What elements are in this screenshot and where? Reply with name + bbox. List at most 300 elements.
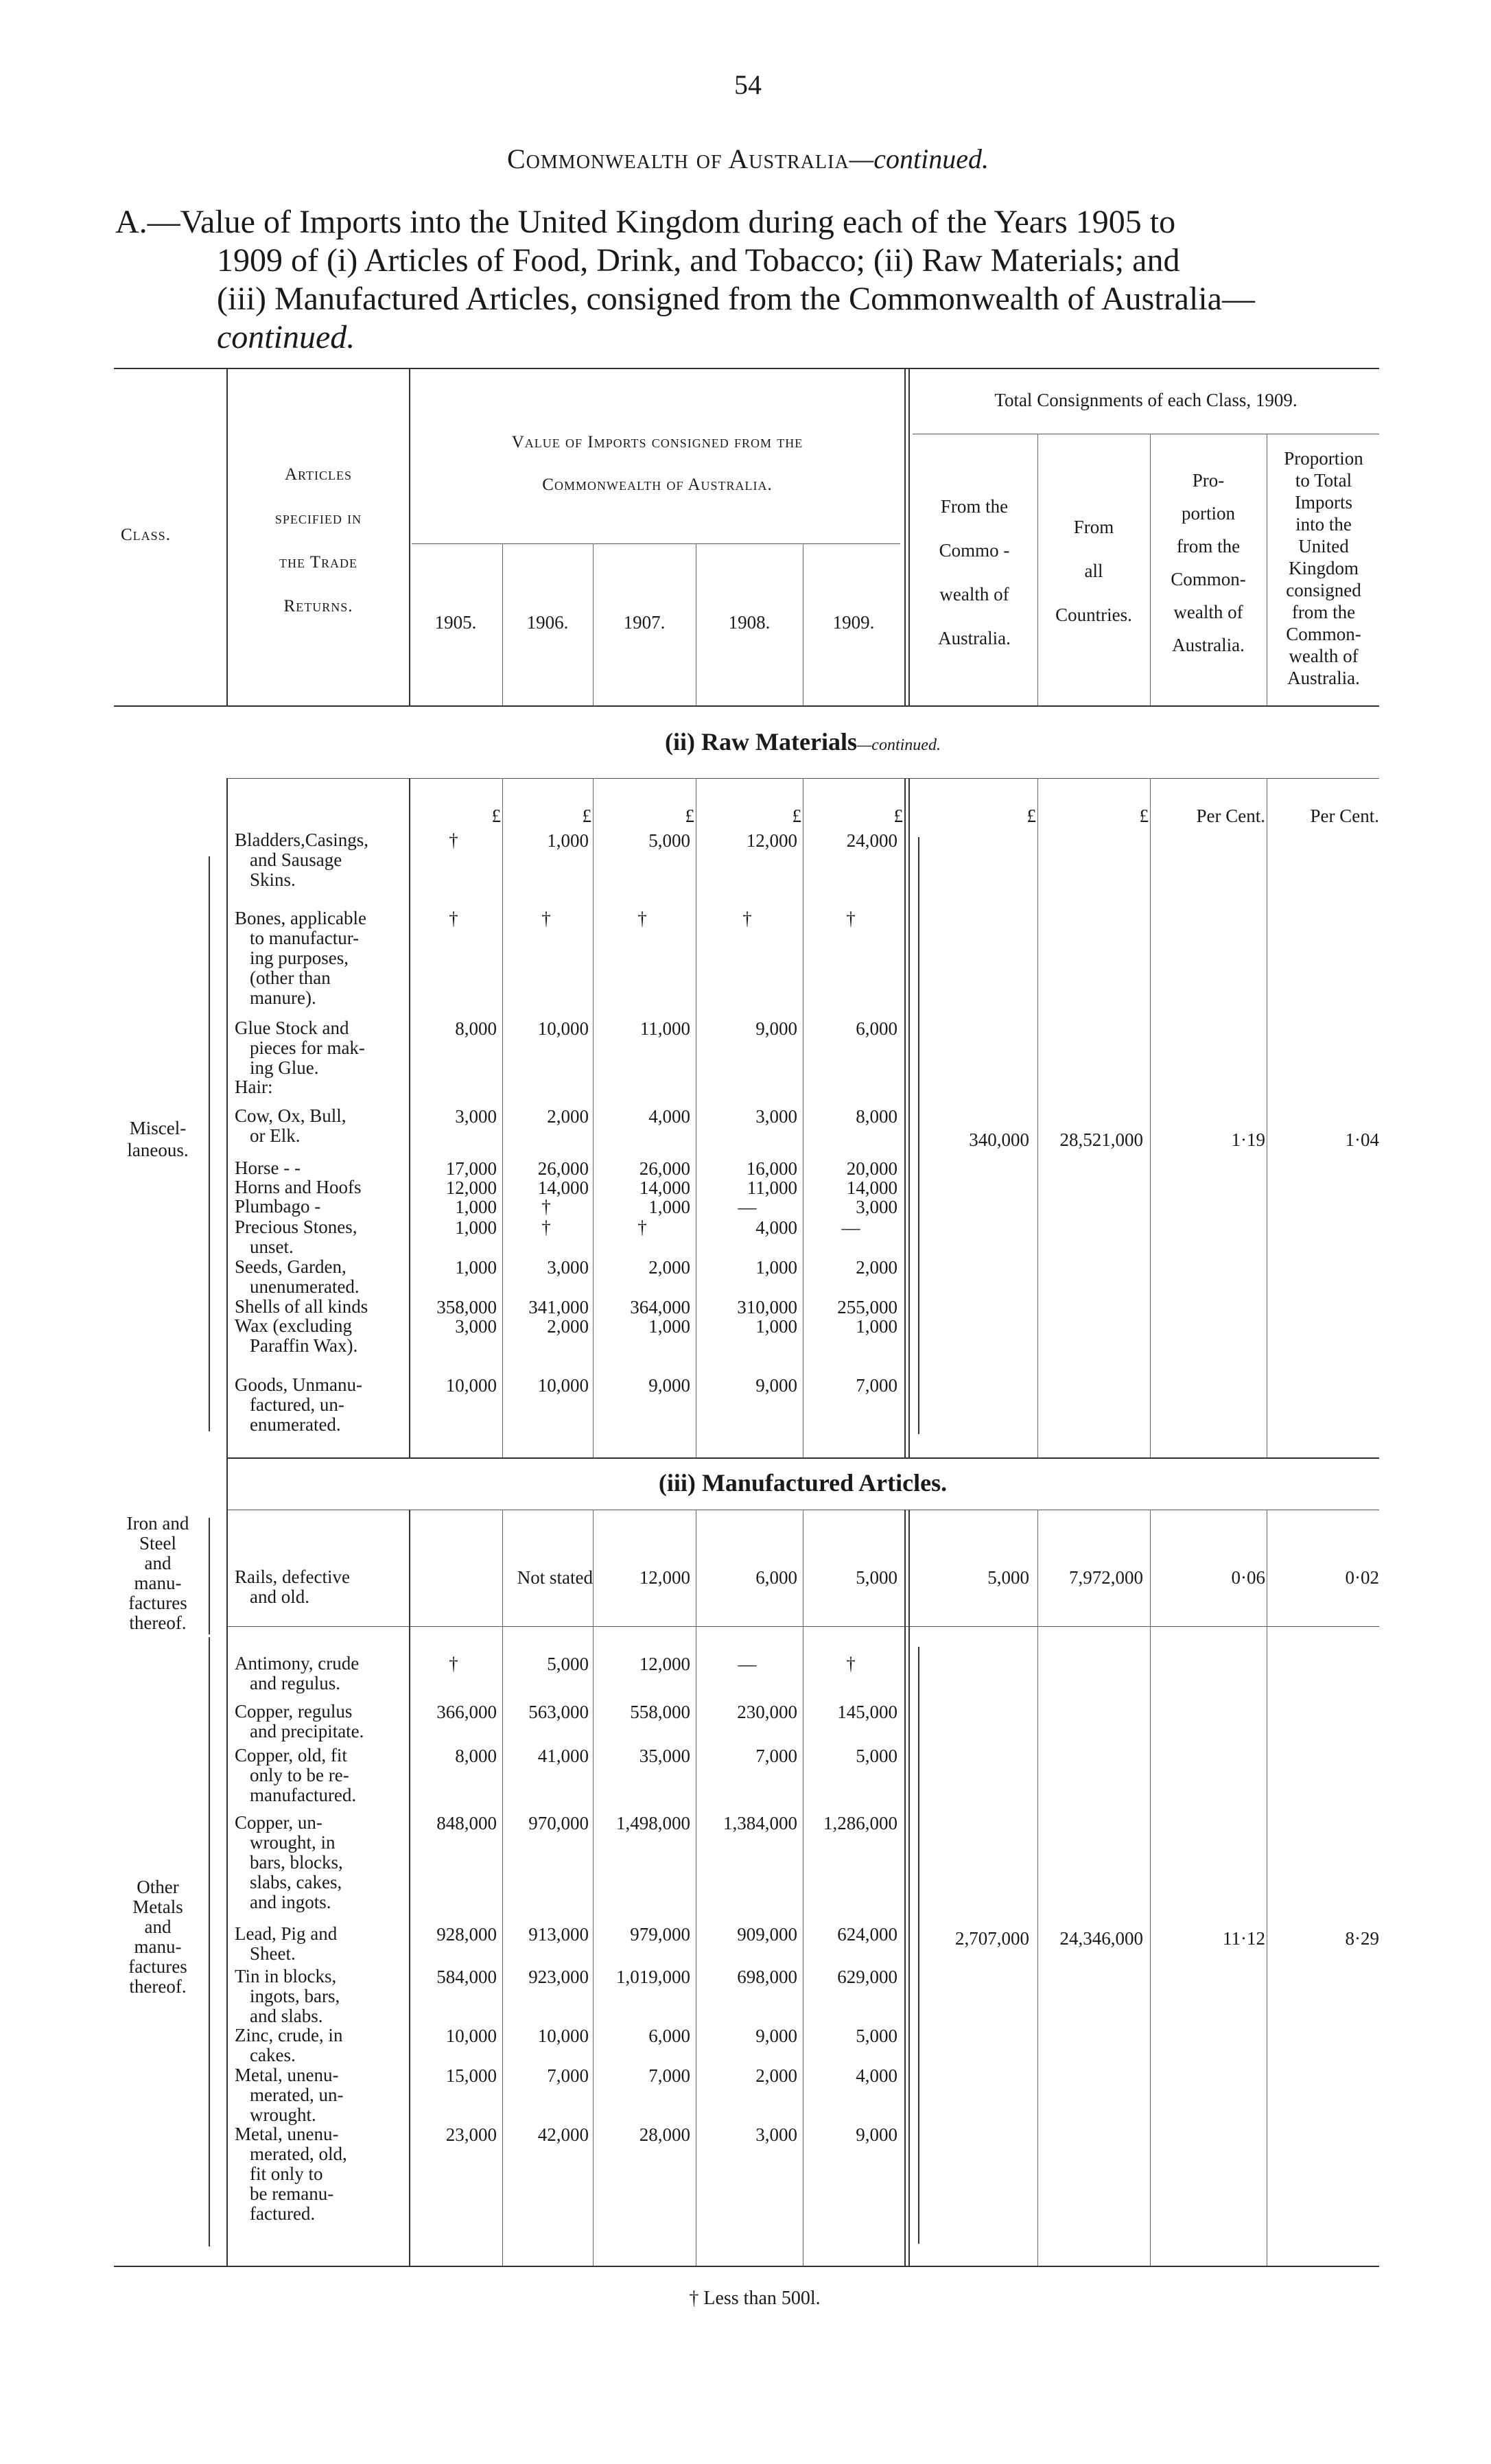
col-rule-from-all xyxy=(1150,434,1151,705)
table-cell-value: 4,000 xyxy=(755,1217,797,1238)
table-cell-value: 7,000 xyxy=(755,1746,797,1766)
table-cell-value: † xyxy=(541,1197,551,1217)
table-top-rule xyxy=(114,368,1379,369)
table-cell-value: 9,000 xyxy=(755,1018,797,1039)
table-cell-value: 3,000 xyxy=(455,1106,497,1127)
class-misc-1: Miscel- xyxy=(129,1118,187,1138)
table-cell-value: 5,000 xyxy=(856,1746,897,1766)
article-line: Horse - - xyxy=(235,1158,301,1178)
misc-total-proportion: 1·19 xyxy=(1231,1129,1265,1150)
unit-1909: £ xyxy=(893,806,903,826)
table-cell-value: 563,000 xyxy=(528,1702,589,1722)
article-line: ingots, bars, xyxy=(250,1986,340,2006)
header-value-group xyxy=(412,421,903,506)
class-metals-4: manu- xyxy=(134,1936,182,1957)
col-rule-1906-ii xyxy=(593,778,594,1457)
table-cell-value: 9,000 xyxy=(755,2026,797,2046)
iron-article-1: Rails, defective xyxy=(235,1567,350,1587)
header-from-cw-3: wealth of xyxy=(939,584,1009,605)
header-pt-9: Common- xyxy=(1286,624,1361,644)
class-metals-5: factures xyxy=(128,1956,187,1977)
table-row-article xyxy=(235,1106,406,1146)
class-iron-6: thereof. xyxy=(129,1612,187,1633)
table-cell-value: 364,000 xyxy=(630,1297,690,1317)
table-row-article xyxy=(235,1316,406,1356)
article-line: Skins. xyxy=(250,869,296,890)
table-row-article xyxy=(235,1018,406,1078)
table-cell-value: 624,000 xyxy=(837,1924,897,1945)
section-ii-title-text: (ii) Raw Materials xyxy=(665,728,857,755)
table-cell-value: 698,000 xyxy=(737,1967,797,1987)
table-cell-value: 1,498,000 xyxy=(616,1813,690,1833)
table-cell-value: 1,000 xyxy=(547,830,589,851)
col-rule-1909-iii-a xyxy=(904,1510,906,2266)
col-rule-1909-a xyxy=(904,368,906,707)
section-ii-suffix: —continued. xyxy=(856,736,941,754)
col-rule-1909-iii-b xyxy=(908,1510,910,2266)
caption-line-1-text: Value of Imports into the United Kingdom during each of the Years 1905 to xyxy=(180,204,1176,240)
class-metals-2: Metals xyxy=(132,1897,183,1917)
table-cell-value: 358,000 xyxy=(436,1297,497,1317)
table-cell-value: 1,000 xyxy=(455,1217,497,1238)
table-cell-value: 10,000 xyxy=(537,1018,589,1039)
article-line: cakes. xyxy=(250,2045,296,2065)
article-line: Hair: xyxy=(235,1077,273,1097)
header-proportion-6: Australia. xyxy=(1172,635,1245,655)
header-pt-6: Kingdom xyxy=(1288,558,1359,578)
table-row-article xyxy=(235,908,406,1008)
header-year-1908: 1908. xyxy=(728,612,771,633)
table-cell-value: 1,286,000 xyxy=(823,1813,897,1833)
header-from-all xyxy=(1039,505,1149,637)
article-line: Copper, old, fit xyxy=(235,1745,347,1765)
table-cell-value: 26,000 xyxy=(537,1158,589,1179)
table-cell-value: 1,000 xyxy=(755,1316,797,1337)
misc-left-brace xyxy=(209,856,210,1431)
table-cell-value: 15,000 xyxy=(445,2065,497,2086)
class-metals-3: and xyxy=(144,1916,172,1937)
header-pt-8: from the xyxy=(1291,602,1356,622)
table-cell-value: 3,000 xyxy=(755,1106,797,1127)
page-number: 54 xyxy=(734,69,762,100)
class-miscellaneous xyxy=(110,1117,206,1161)
article-line: be remanu- xyxy=(250,2183,334,2204)
header-pt-5: United xyxy=(1298,536,1349,556)
class-iron-steel xyxy=(110,1514,206,1633)
table-cell-value: 20,000 xyxy=(846,1158,897,1179)
table-cell-value: 41,000 xyxy=(537,1746,589,1766)
col-rule-from-all-ii xyxy=(1150,778,1151,1457)
metals-total-from-all: 24,346,000 xyxy=(1059,1928,1143,1949)
table-cell-value: 2,000 xyxy=(648,1257,690,1278)
table-row-article xyxy=(235,830,406,890)
value-group-rule xyxy=(412,543,900,544)
table-cell-value: 7,000 xyxy=(547,2065,589,2086)
table-cell-value: 14,000 xyxy=(846,1177,897,1198)
table-cell-value: — xyxy=(738,1654,757,1674)
table-cell-value: † xyxy=(449,908,458,929)
article-line: Copper, regulus xyxy=(235,1701,353,1722)
col-rule-from-cw-iii xyxy=(1037,1510,1038,2266)
misc-bottom-rule xyxy=(226,1457,1379,1459)
col-rule-class-body xyxy=(226,778,228,2266)
table-cell-value: 5,000 xyxy=(856,2026,897,2046)
unit-proportion-total: Per Cent. xyxy=(1310,806,1379,826)
table-row-article xyxy=(235,1177,406,1197)
table-cell-value: 4,000 xyxy=(648,1106,690,1127)
article-line: Paraffin Wax). xyxy=(250,1335,358,1356)
table-cell-value: † xyxy=(846,908,856,929)
article-line: Wax (excluding xyxy=(235,1315,353,1336)
col-rule-1909-ii-a xyxy=(904,778,906,1457)
col-rule-articles-iii xyxy=(409,1510,410,2266)
header-pt-3: Imports xyxy=(1295,492,1352,513)
table-row-article xyxy=(235,1746,406,1805)
table-row-article xyxy=(235,1077,406,1097)
table-row-article xyxy=(235,1257,406,1297)
table-cell-value: † xyxy=(846,1654,856,1674)
article-line: Metal, unenu- xyxy=(235,2124,339,2144)
table-cell-value: 10,000 xyxy=(445,2026,497,2046)
article-line: Bones, applicable xyxy=(235,908,366,928)
class-metals-6: thereof. xyxy=(129,1976,187,1997)
table-cell-value: † xyxy=(541,908,551,929)
table-cell-value: 17,000 xyxy=(445,1158,497,1179)
table-row-article xyxy=(235,1813,406,1912)
table-cell-value: 145,000 xyxy=(837,1702,897,1722)
table-cell-value: † xyxy=(541,1217,551,1238)
table-cell-value: 1,384,000 xyxy=(723,1813,797,1833)
table-cell-value: — xyxy=(738,1197,757,1217)
article-line: Antimony, crude xyxy=(235,1653,360,1674)
header-from-all-2: all xyxy=(1084,561,1103,581)
table-row-article xyxy=(235,1654,406,1693)
metals-total-from-cw: 2,707,000 xyxy=(955,1928,1029,1949)
class-iron-2: Steel xyxy=(139,1533,176,1553)
header-proportion-2: portion xyxy=(1182,503,1235,524)
footnote: † Less than 500l. xyxy=(689,2288,821,2309)
table-caption xyxy=(115,203,1392,357)
article-line: and slabs. xyxy=(250,2006,323,2026)
header-from-all-3: Countries. xyxy=(1055,605,1132,625)
iron-total-from-cw: 5,000 xyxy=(987,1567,1029,1588)
article-line: or Elk. xyxy=(250,1125,301,1146)
table-cell-value: 9,000 xyxy=(856,2124,897,2145)
unit-from-all: £ xyxy=(1139,806,1149,826)
article-line: ing Glue. xyxy=(250,1057,319,1078)
table-cell-value: 970,000 xyxy=(528,1813,589,1833)
article-line: only to be re- xyxy=(250,1765,349,1785)
iron-total-from-all: 7,972,000 xyxy=(1069,1567,1143,1588)
article-line: factured, un- xyxy=(250,1394,344,1415)
class-iron-1: Iron and xyxy=(126,1513,189,1534)
table-row-article xyxy=(235,1217,406,1257)
article-line: merated, old, xyxy=(250,2144,347,2164)
table-cell-value: 12,000 xyxy=(445,1177,497,1198)
table-cell-value: 909,000 xyxy=(737,1924,797,1945)
iron-total-proportion-total: 0·02 xyxy=(1345,1567,1379,1588)
table-cell-value: 23,000 xyxy=(445,2124,497,2145)
table-cell-value: 12,000 xyxy=(746,830,797,851)
misc-total-proportion-total: 1·04 xyxy=(1345,1129,1379,1150)
table-row-article xyxy=(235,1297,406,1317)
table-row-article xyxy=(235,1702,406,1741)
table-cell-value: 16,000 xyxy=(746,1158,797,1179)
table-cell-value: † xyxy=(449,1654,458,1674)
unit-proportion: Per Cent. xyxy=(1196,806,1265,826)
header-from-cw-2: Commo - xyxy=(939,540,1010,561)
article-line: manufactured. xyxy=(250,1785,357,1805)
header-class: Class. xyxy=(121,526,171,544)
article-line: slabs, cakes, xyxy=(250,1872,342,1892)
table-cell-value: 8,000 xyxy=(455,1018,497,1039)
metals-left-brace xyxy=(209,1637,210,2246)
col-rule-from-cw xyxy=(1037,434,1038,705)
article-line: (other than xyxy=(250,967,331,988)
class-iron-5: factures xyxy=(128,1593,187,1613)
table-cell-value: 310,000 xyxy=(737,1297,797,1317)
table-cell-value: 366,000 xyxy=(436,1702,497,1722)
table-row-article xyxy=(235,1158,406,1178)
table-cell-value: 9,000 xyxy=(648,1375,690,1396)
table-row-article xyxy=(235,1375,406,1435)
article-line: manure). xyxy=(250,987,316,1008)
unit-from-cw: £ xyxy=(1026,806,1036,826)
article-line: Glue Stock and xyxy=(235,1018,349,1038)
article-line: Seeds, Garden, xyxy=(235,1256,347,1277)
table-cell-value: † xyxy=(449,830,458,851)
article-line: Horns and Hoofs xyxy=(235,1177,362,1197)
article-line: Lead, Pig and xyxy=(235,1923,338,1944)
table-cell-value: 2,000 xyxy=(856,1257,897,1278)
table-cell-value: 6,000 xyxy=(648,2026,690,2046)
header-proportion-3: from the xyxy=(1176,536,1241,556)
table-cell-value: 558,000 xyxy=(630,1702,690,1722)
article-line: fit only to xyxy=(250,2163,323,2184)
table-cell-value: 3,000 xyxy=(455,1316,497,1337)
table-cell-value: 3,000 xyxy=(856,1197,897,1217)
article-line: Goods, Unmanu- xyxy=(235,1374,362,1395)
article-line: and precipitate. xyxy=(250,1721,364,1741)
iron-article xyxy=(235,1567,406,1607)
table-cell-value: — xyxy=(841,1217,860,1238)
table-cell-value: 1,000 xyxy=(455,1257,497,1278)
table-cell-value: 1,019,000 xyxy=(616,1967,690,1987)
running-title xyxy=(343,143,1153,175)
class-iron-3: and xyxy=(144,1553,172,1573)
article-line: Shells of all kinds xyxy=(235,1296,368,1317)
unit-1908: £ xyxy=(792,806,801,826)
iron-1909: 5,000 xyxy=(856,1567,897,1588)
caption-line-3: (iii) Manufactured Articles, consigned from the Commonwealth of Australia— xyxy=(217,281,1255,317)
header-proportion-5: wealth of xyxy=(1173,602,1243,622)
table-cell-value: 7,000 xyxy=(856,1375,897,1396)
header-proportion-1: Pro- xyxy=(1192,470,1225,491)
header-year-1905: 1905. xyxy=(434,612,477,633)
table-cell-value: † xyxy=(742,908,752,929)
header-from-cw-1: From the xyxy=(940,496,1009,517)
col-rule-1905-iii xyxy=(502,1510,503,2266)
class-metals-1: Other xyxy=(137,1877,179,1897)
table-cell-value: 923,000 xyxy=(528,1967,589,1987)
table-cell-value: 1,000 xyxy=(455,1197,497,1217)
table-cell-value: 14,000 xyxy=(639,1177,690,1198)
col-rule-1906-iii xyxy=(593,1510,594,2266)
table-cell-value: 1,000 xyxy=(648,1197,690,1217)
class-iron-4: manu- xyxy=(134,1573,182,1593)
table-cell-value: 1,000 xyxy=(755,1257,797,1278)
table-cell-value: 12,000 xyxy=(639,1654,690,1674)
table-cell-value: 26,000 xyxy=(639,1158,690,1179)
table-cell-value: 341,000 xyxy=(528,1297,589,1317)
article-line: Bladders,Casings, xyxy=(235,830,368,850)
metals-total-proportion: 11·12 xyxy=(1223,1928,1265,1949)
unit-1907: £ xyxy=(685,806,694,826)
table-cell-value: 255,000 xyxy=(837,1297,897,1317)
table-cell-value: 7,000 xyxy=(648,2065,690,2086)
table-cell-value: 4,000 xyxy=(856,2065,897,2086)
table-cell-value: 8,000 xyxy=(856,1106,897,1127)
table-cell-value: 14,000 xyxy=(537,1177,589,1198)
col-rule-1909-b xyxy=(908,368,910,707)
table-bottom-rule xyxy=(114,2266,1379,2267)
running-title-text: Commonwealth of Australia xyxy=(507,143,849,174)
header-pt-10: wealth of xyxy=(1289,646,1359,666)
table-cell-value: 928,000 xyxy=(436,1924,497,1945)
table-cell-value: 979,000 xyxy=(630,1924,690,1945)
caption-line-2: 1909 of (i) Articles of Food, Drink, and Tobacco; (ii) Raw Materials; and xyxy=(217,242,1180,279)
table-cell-value: 24,000 xyxy=(846,830,897,851)
article-line: unset. xyxy=(250,1236,294,1257)
article-line: Zinc, crude, in xyxy=(235,2025,343,2045)
table-row-article xyxy=(235,2026,406,2065)
table-cell-value: 6,000 xyxy=(856,1018,897,1039)
article-line: bars, blocks, xyxy=(250,1852,343,1873)
article-line: enumerated. xyxy=(250,1414,341,1435)
header-articles-4: Returns. xyxy=(283,597,353,615)
table-cell-value: 3,000 xyxy=(547,1257,589,1278)
header-pt-1: Proportion xyxy=(1284,448,1363,469)
table-cell-value: 3,000 xyxy=(755,2124,797,2145)
col-rule-1905-ii xyxy=(502,778,503,1457)
table-cell-value: 9,000 xyxy=(755,1375,797,1396)
header-pt-2: to Total xyxy=(1295,470,1352,491)
header-from-all-1: From xyxy=(1073,517,1114,537)
caption-line-1 xyxy=(115,203,1392,242)
article-line: Metal, unenu- xyxy=(235,2065,339,2085)
article-line: Sheet. xyxy=(250,1943,296,1964)
article-line: ing purposes, xyxy=(250,948,349,968)
header-pt-7: consigned xyxy=(1286,580,1361,600)
iron-not-stated: Not stated xyxy=(517,1567,593,1588)
header-pt-11: Australia. xyxy=(1287,668,1360,688)
table-cell-value: 10,000 xyxy=(537,1375,589,1396)
header-proportion-4: Common- xyxy=(1171,569,1246,589)
col-rule-1909-ii-b xyxy=(908,778,910,1457)
header-pt-4: into the xyxy=(1295,514,1352,535)
header-value-group-2: Commonwealth of Australia. xyxy=(542,476,773,494)
header-year-1907: 1907. xyxy=(623,612,666,633)
table-cell-value: † xyxy=(637,1217,647,1238)
article-line: to manufactur- xyxy=(250,928,360,948)
table-cell-value: 42,000 xyxy=(537,2124,589,2145)
table-cell-value: 5,000 xyxy=(547,1654,589,1674)
col-rule-from-cw-ii xyxy=(1037,778,1038,1457)
table-cell-value: 2,000 xyxy=(755,2065,797,2086)
table-cell-value: 35,000 xyxy=(639,1746,690,1766)
section-iii-title: (iii) Manufactured Articles. xyxy=(658,1469,948,1497)
article-line: wrought. xyxy=(250,2104,316,2125)
table-cell-value: 8,000 xyxy=(455,1746,497,1766)
table-cell-value: 1,000 xyxy=(648,1316,690,1337)
iron-article-2: and old. xyxy=(250,1586,309,1607)
header-year-1909: 1909. xyxy=(832,612,875,633)
table-cell-value: 28,000 xyxy=(639,2124,690,2145)
table-cell-value: 913,000 xyxy=(528,1924,589,1945)
iron-1907: 12,000 xyxy=(639,1567,690,1588)
running-title-suffix: —continued. xyxy=(849,143,989,174)
article-line: and ingots. xyxy=(250,1892,331,1912)
article-line: unenumerated. xyxy=(250,1276,360,1297)
table-cell-value: 5,000 xyxy=(648,830,690,851)
article-line: Cow, Ox, Bull, xyxy=(235,1105,347,1126)
table-cell-value: 584,000 xyxy=(436,1967,497,1987)
article-line: pieces for mak- xyxy=(250,1037,365,1058)
article-line: factured. xyxy=(250,2203,316,2224)
header-articles-3: the Trade xyxy=(279,553,358,572)
header-total-group: Total Consignments of each Class, 1909. xyxy=(994,390,1298,410)
table-cell-value: 848,000 xyxy=(436,1813,497,1833)
table-cell-value: 11,000 xyxy=(639,1018,690,1039)
col-rule-articles xyxy=(409,368,410,707)
table-row-article xyxy=(235,2124,406,2224)
table-cell-value: 2,000 xyxy=(547,1316,589,1337)
col-rule-1906 xyxy=(593,543,594,705)
class-other-metals xyxy=(110,1877,206,1997)
table-cell-value: † xyxy=(637,908,647,929)
header-from-cw-4: Australia. xyxy=(938,628,1011,648)
header-articles-2: specified in xyxy=(274,509,362,528)
header-value-group-1: Value of Imports consigned from the xyxy=(511,433,803,451)
table-cell-value: 1,000 xyxy=(856,1316,897,1337)
header-articles xyxy=(231,453,406,629)
article-line: and regulus. xyxy=(250,1673,340,1693)
header-articles-1: Articles xyxy=(285,465,352,484)
article-line: Tin in blocks, xyxy=(235,1966,337,1986)
header-bottom-rule xyxy=(114,705,1379,707)
header-proportion-total xyxy=(1268,447,1379,689)
article-line: Plumbago - xyxy=(235,1196,321,1217)
article-line: merated, un- xyxy=(250,2085,344,2105)
table-row-article xyxy=(235,1967,406,2026)
table-cell-value: 230,000 xyxy=(737,1702,797,1722)
caption-prefix: A.— xyxy=(115,204,180,240)
class-misc-2: laneous. xyxy=(127,1140,189,1160)
table-row-article xyxy=(235,1197,406,1217)
section-ii-title xyxy=(226,727,1379,756)
table-cell-value: 10,000 xyxy=(537,2026,589,2046)
unit-1905: £ xyxy=(491,806,501,826)
col-rule-from-all-iii xyxy=(1150,1510,1151,2266)
iron-1908: 6,000 xyxy=(755,1567,797,1588)
table-cell-value: 629,000 xyxy=(837,1967,897,1987)
header-from-cw xyxy=(913,484,1036,660)
table-cell-value: 2,000 xyxy=(547,1106,589,1127)
caption-line-4: continued. xyxy=(217,319,355,355)
misc-total-from-all: 28,521,000 xyxy=(1059,1129,1143,1150)
misc-total-from-cw: 340,000 xyxy=(969,1129,1029,1150)
table-row-article xyxy=(235,1924,406,1964)
